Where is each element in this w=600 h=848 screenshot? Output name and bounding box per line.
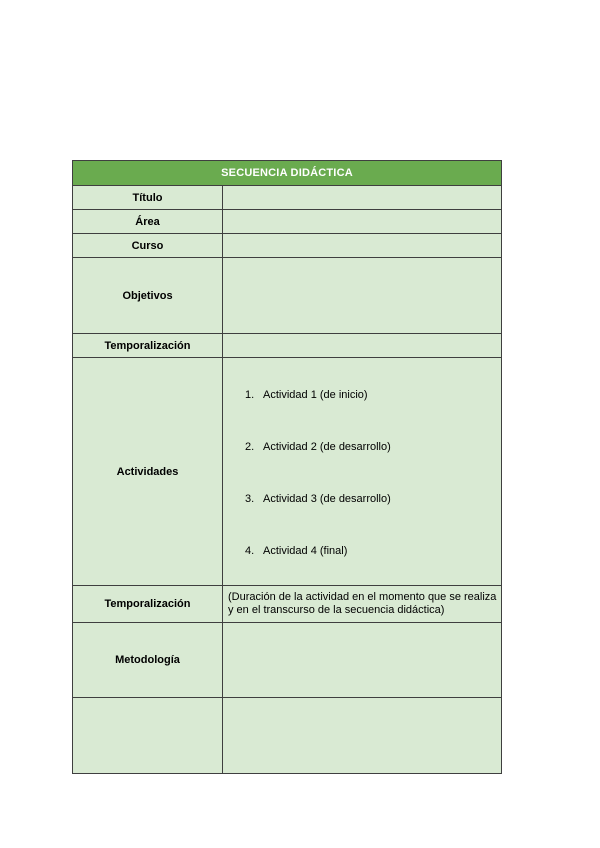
- label-temporalizacion: Temporalización: [73, 334, 223, 357]
- value-temporalizacion[interactable]: [223, 334, 501, 357]
- activity-text: Actividad 2 (de desarrollo): [263, 441, 391, 453]
- activity-item: [245, 492, 501, 544]
- row-actividades: [73, 358, 501, 586]
- row-metodologia: [73, 623, 501, 698]
- row-temporalizacion-actividad: [73, 586, 501, 623]
- label-titulo: Título: [73, 186, 223, 209]
- activity-number: 1.: [245, 389, 255, 401]
- activity-text: Actividad 4 (final): [263, 545, 348, 557]
- activities-list: [223, 358, 501, 596]
- row-curso: [73, 234, 501, 258]
- label-metodologia: Metodología: [73, 623, 223, 697]
- label-objetivos: Objetivos: [73, 258, 223, 333]
- label-curso: Curso: [73, 234, 223, 257]
- value-metodologia[interactable]: [223, 623, 501, 697]
- label-area: Área: [73, 210, 223, 233]
- row-extra: [73, 698, 501, 773]
- activity-item: [245, 440, 501, 492]
- value-curso[interactable]: [223, 234, 501, 257]
- label-actividades: Actividades: [73, 358, 223, 585]
- label-extra[interactable]: [73, 698, 223, 773]
- activity-number: 2.: [245, 441, 255, 453]
- activity-number: 4.: [245, 545, 255, 557]
- table-title: SECUENCIA DIDÁCTICA: [73, 161, 501, 186]
- row-objetivos: [73, 258, 501, 334]
- value-titulo[interactable]: [223, 186, 501, 209]
- value-area[interactable]: [223, 210, 501, 233]
- value-objetivos[interactable]: [223, 258, 501, 333]
- activity-text: Actividad 3 (de desarrollo): [263, 493, 391, 505]
- label-temporalizacion-actividad: Temporalización: [73, 586, 223, 622]
- value-actividades[interactable]: [223, 358, 501, 585]
- value-extra[interactable]: [223, 698, 501, 773]
- value-temporalizacion-actividad[interactable]: (Duración de la actividad en el momento que se realiza y en el transcurso de la secuencia didáctica): [223, 586, 501, 622]
- row-temporalizacion: [73, 334, 501, 358]
- secuencia-didactica-table: [72, 160, 502, 774]
- activity-number: 3.: [245, 493, 255, 505]
- activity-text: Actividad 1 (de inicio): [263, 389, 368, 401]
- row-area: [73, 210, 501, 234]
- activity-item: [245, 388, 501, 440]
- row-titulo: [73, 186, 501, 210]
